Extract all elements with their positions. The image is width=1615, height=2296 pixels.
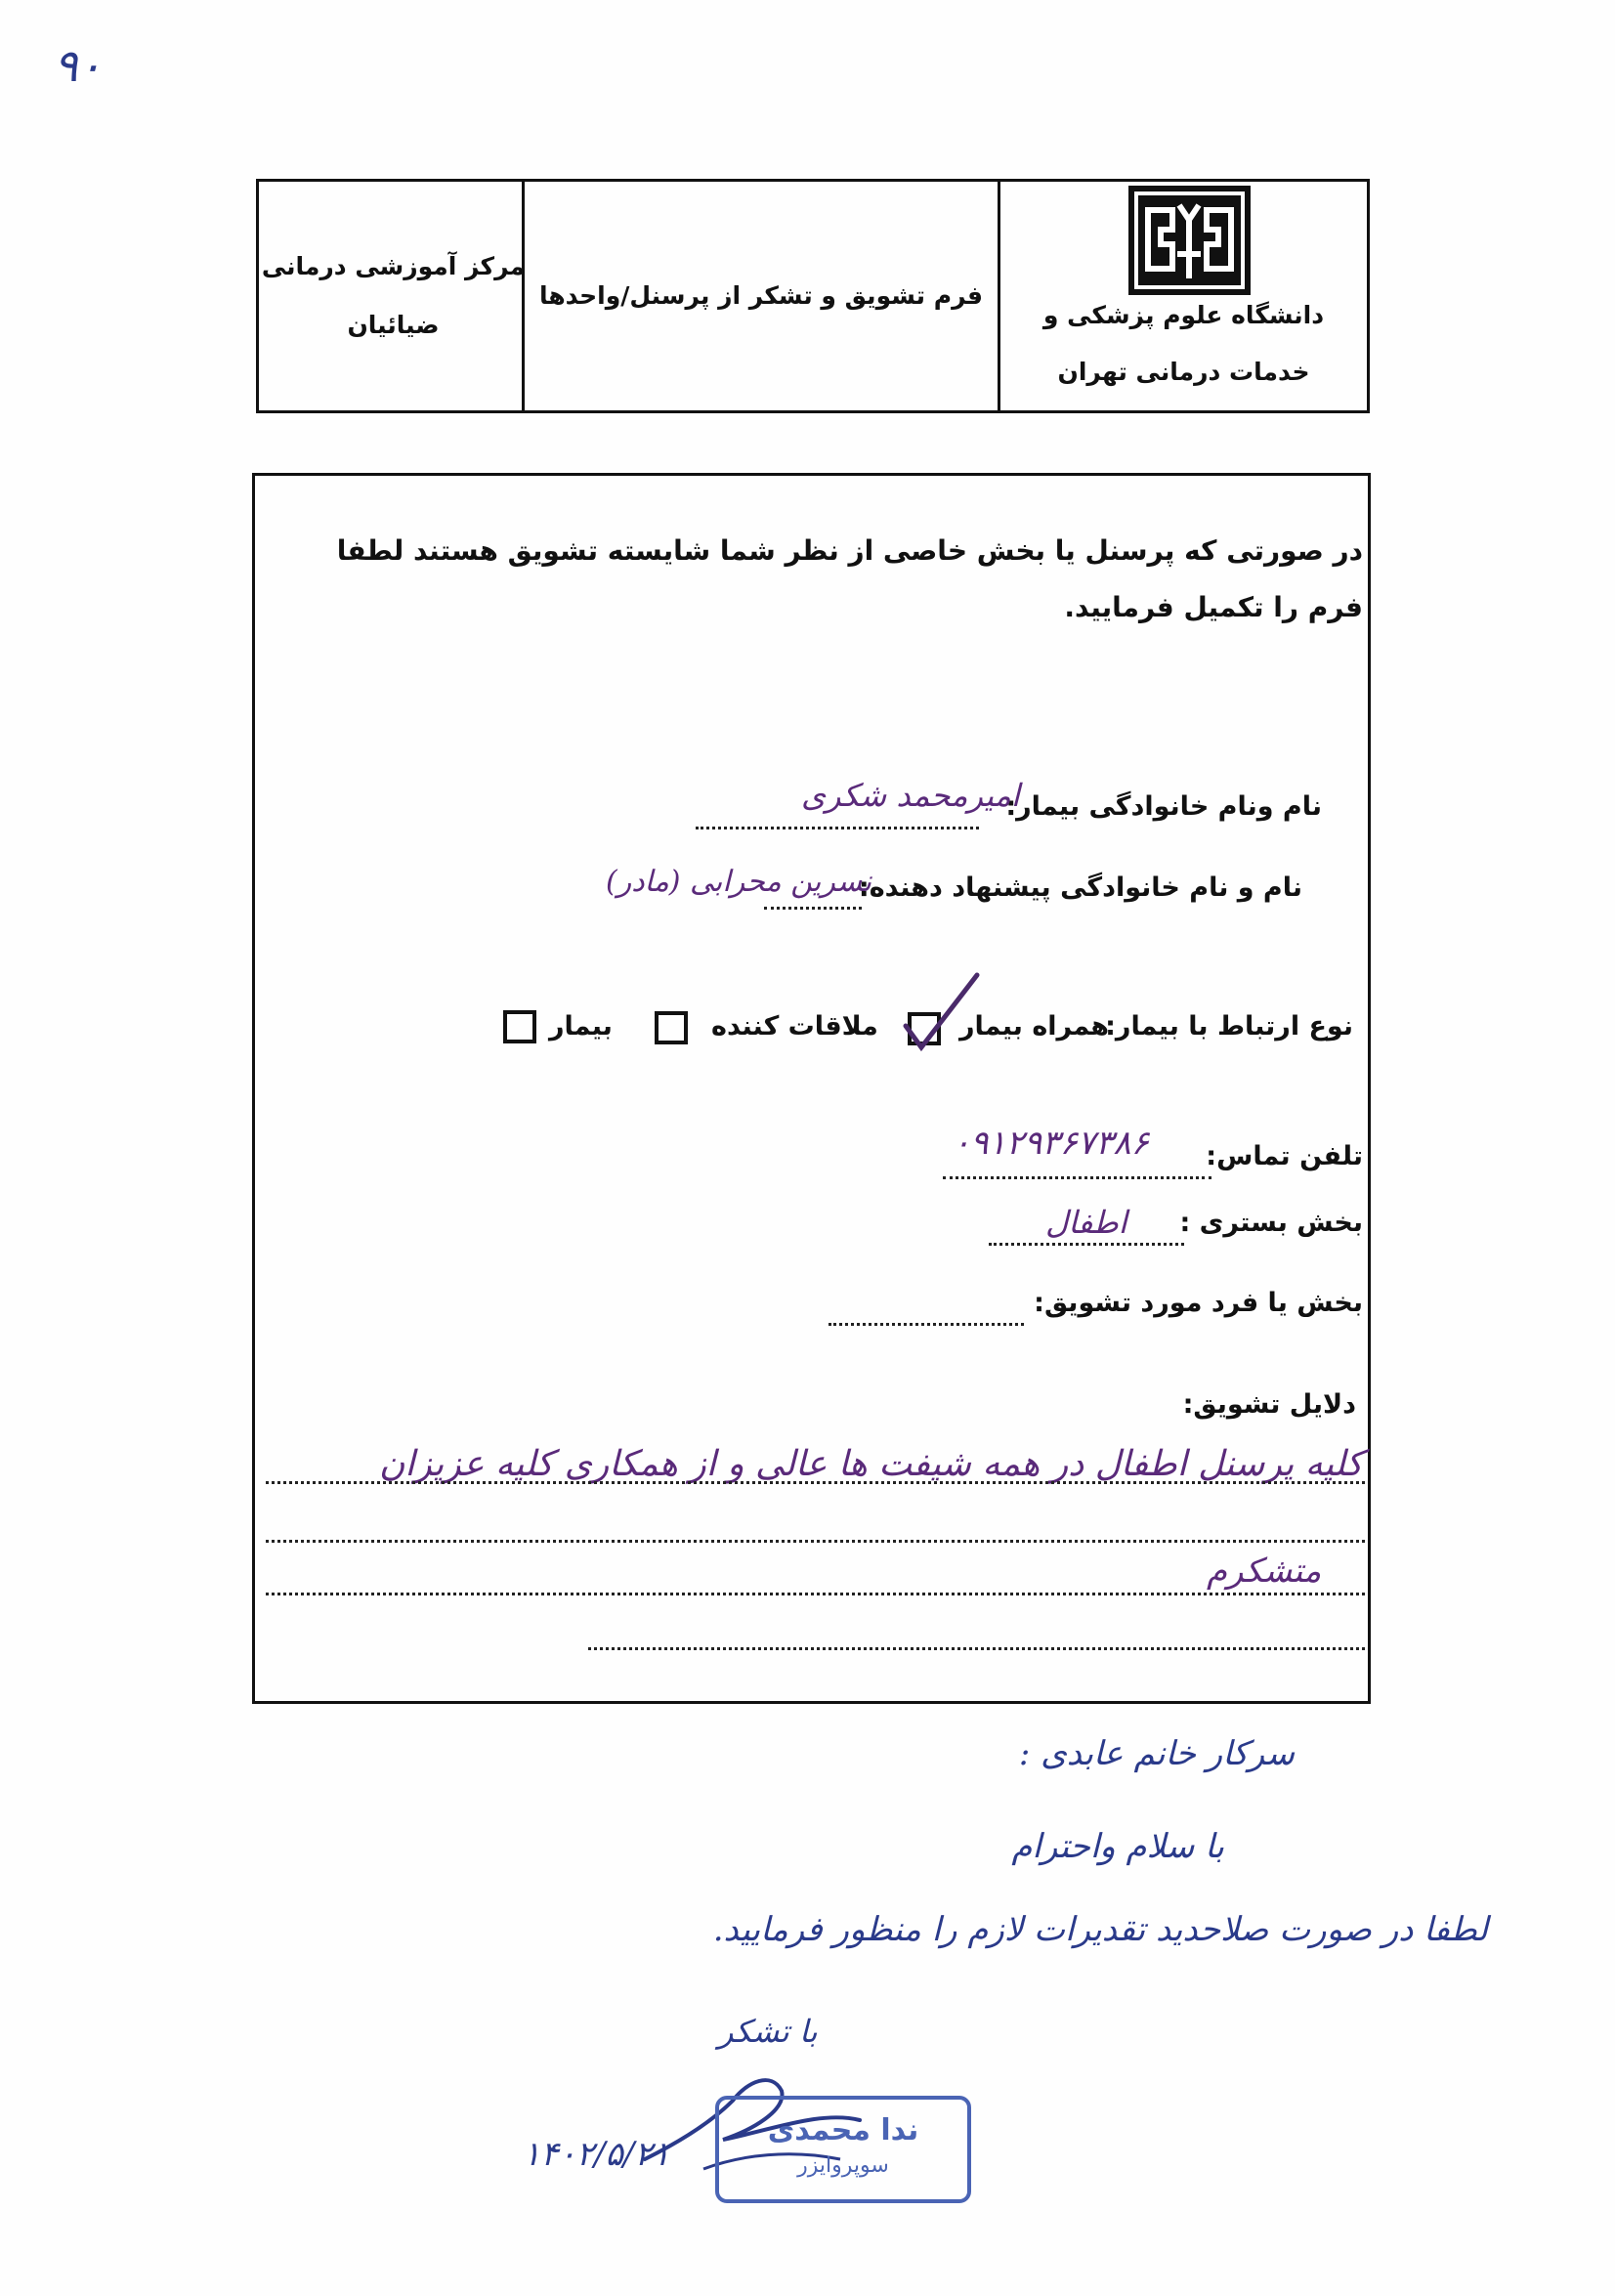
target-field[interactable] xyxy=(829,1297,1024,1326)
check-mark-icon xyxy=(894,967,992,1055)
phone-value: ۰۹۱۲۹۳۶۷۳۸۶ xyxy=(953,1124,1149,1163)
proposer-value: نسرین محرابی (مادر) xyxy=(606,865,872,899)
relation-label: نوع ارتباط با بیمار: xyxy=(1105,1011,1353,1042)
reasons-line-4[interactable] xyxy=(588,1632,1365,1650)
target-label: بخش یا فرد مورد تشویق: xyxy=(1034,1288,1363,1318)
ward-label: بخش بستری : xyxy=(1179,1208,1363,1238)
university-line1: دانشگاه علوم پزشکی و xyxy=(1042,301,1325,329)
note-date: ۱۴۰۲/۵/۲۱ xyxy=(523,2135,670,2174)
stamp-name: ندا محمدی xyxy=(767,2113,919,2147)
reasons-value-line2: متشکرم xyxy=(1207,1552,1322,1591)
relation-option-visitor: ملاقات کننده xyxy=(711,1011,878,1042)
relation-option-companion: همراه بیمار xyxy=(959,1011,1110,1042)
reasons-line-2[interactable] xyxy=(266,1524,1365,1543)
form-title: فرم تشویق و تشکر از پرسنل/واحدها xyxy=(538,281,984,310)
title-cell xyxy=(522,182,1000,410)
relation-visitor-checkbox[interactable] xyxy=(655,1011,688,1044)
university-logo-icon xyxy=(1128,186,1251,295)
note-line4: با تشکر xyxy=(718,2013,818,2050)
center-cell xyxy=(259,182,528,410)
relation-option-patient: بیمار xyxy=(549,1011,613,1042)
page-number: ۹۰ xyxy=(54,39,103,92)
note-line1: سرکار خانم عابدی : xyxy=(1018,1734,1295,1773)
patient-name-value: امیرمحمد شکری xyxy=(801,777,1020,814)
proposer-label: نام و نام خانوادگی پیشنهاد دهنده: xyxy=(858,872,1302,903)
reasons-label: دلایل تشویق: xyxy=(1182,1389,1356,1420)
patient-name-label: نام ونام خانوادگی بیمار: xyxy=(1005,791,1322,822)
reasons-line-1[interactable] xyxy=(266,1466,1365,1484)
university-line2: خدمات درمانی تهران xyxy=(1057,358,1310,386)
form-intro: در صورتی که پرسنل یا بخش خاصی از نظر شما شایسته تشویق هستند لطفا فرم را تکمیل فرمایید. xyxy=(336,534,1363,623)
reasons-value-line1: کلیه پرسنل اطفال در همه شیفت ها عالی و از همکاری کلیه عزیزان xyxy=(378,1444,1363,1484)
center-line2: ضیائیان xyxy=(347,311,440,339)
relation-patient-checkbox[interactable] xyxy=(503,1010,536,1043)
phone-label: تلفن تماس: xyxy=(1206,1141,1363,1171)
stamp xyxy=(715,2096,971,2203)
reasons-line-3[interactable] xyxy=(266,1577,1365,1595)
center-line1: مرکز آموزشی درمانی xyxy=(261,252,526,280)
stamp-role: سوپروایزر xyxy=(797,2153,889,2178)
form-box xyxy=(252,473,1371,1704)
note-line2: با سلام واحترام xyxy=(1011,1827,1224,1866)
ward-value: اطفال xyxy=(1045,1204,1127,1241)
note-line3: لطفا در صورت صلاحدید تقدیرات لازم را منظور فرمایید. xyxy=(712,1910,1488,1949)
